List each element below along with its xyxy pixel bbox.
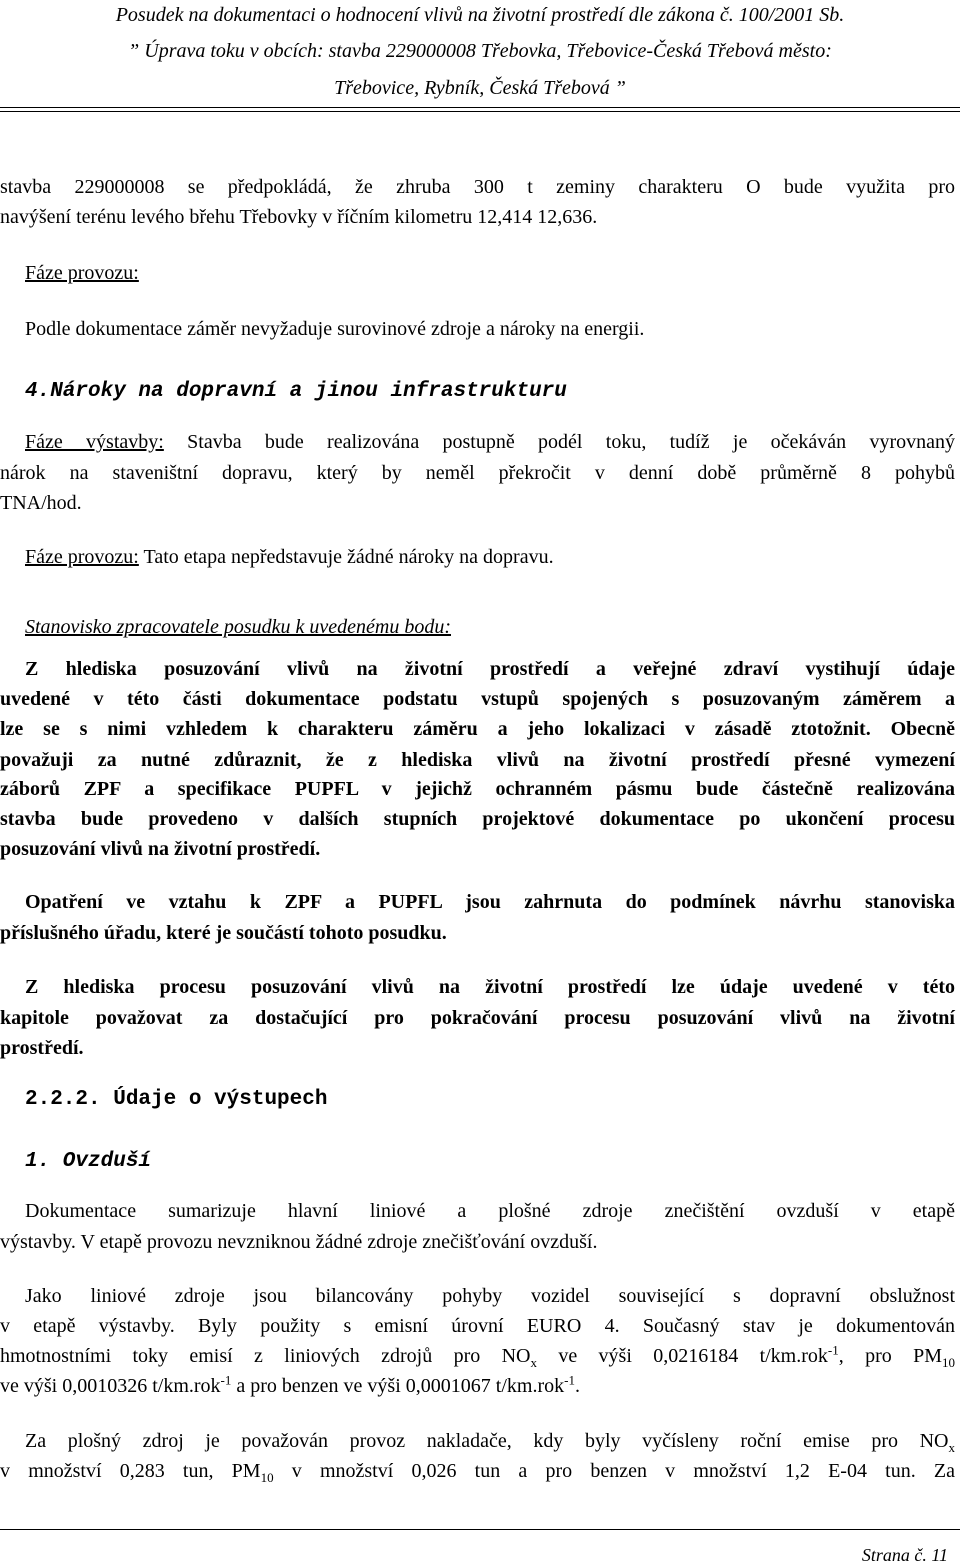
- superscript: -1: [827, 1342, 839, 1358]
- paragraph-line: Z hlediska posuzování vlivů na životní prostředí a veřejné zdraví vystihují údaje: [25, 658, 955, 680]
- section-heading: 2.2.2. Údaje o výstupech: [25, 1088, 328, 1111]
- text-segment: v množství 0,026 tun a pro benzen v množství 1,2 E-04 tun. Za: [273, 1460, 955, 1482]
- header-line-2: ” Úprava toku v obcích: stavba 229000008 Třebovka, Třebovice-Česká Třebová město:: [128, 40, 832, 62]
- paragraph-line: navýšení terénu levého břehu Třebovky v říčním kilometru 12,414 12,636.: [0, 206, 598, 228]
- paragraph-line: výstavby. V etapě provozu nevzniknou žádné zdroje znečišťování ovzduší.: [0, 1231, 598, 1253]
- paragraph-line: TNA/hod.: [0, 492, 82, 514]
- header-line-1: Posudek na dokumentaci o hodnocení vlivů na životní prostředí dle zákona č. 100/2001 Sb.: [115, 4, 845, 26]
- paragraph-line: posuzování vlivů na životní prostředí.: [0, 838, 321, 860]
- paragraph-line: uvedené v této části dokumentace podstatu vstupů spojených s posuzovaným záměrem a: [0, 688, 955, 710]
- footer-rule: [0, 1529, 960, 1530]
- text-segment: , pro PM: [838, 1345, 943, 1367]
- paragraph-line: v etapě výstavby. Byly použity s emisní úrovní EURO 4. Současný stav je dokumentován: [0, 1315, 955, 1337]
- paragraph-line: příslušného úřadu, které je součástí tohoto posudku.: [0, 922, 447, 944]
- text-segment: ve výši 0,0010326 t/km.rok: [0, 1375, 221, 1397]
- subscript: 10: [942, 1355, 956, 1370]
- paragraph-text: Stavba bude realizována postupně podél toku, tudíž je očekáván vyrovnaný: [163, 431, 955, 453]
- paragraph-line: Opatření ve vztahu k ZPF a PUPFL jsou zahrnuta do podmínek návrhu stanoviska: [25, 891, 955, 913]
- superscript: -1: [564, 1372, 575, 1388]
- paragraph-line: Jako liniové zdroje jsou bilancovány pohyby vozidel související s dopravní obslužnost: [25, 1285, 955, 1307]
- text-segment: ve výši 0,0216184 t/km.rok: [536, 1345, 828, 1367]
- text-segment: a pro benzen ve výši 0,0001067 t/km.rok: [231, 1375, 565, 1397]
- paragraph-text: Tato etapa nepředstavuje žádné nároky na dopravu.: [138, 546, 554, 568]
- paragraph-line: Podle dokumentace záměr nevyžaduje surovinové zdroje a nároky na energii.: [25, 318, 645, 340]
- text-segment: .: [574, 1375, 580, 1397]
- paragraph-line: záborů ZPF a specifikace PUPFL v jejichž ochranném pásmu bude částečně realizována: [0, 778, 955, 800]
- subscript: x: [530, 1355, 537, 1370]
- text-segment: Za plošný zdroj je považován provoz nakladače, kdy byly vyčísleny roční emise pro NO: [25, 1430, 949, 1452]
- paragraph-line: kapitole považovat za dostačující pro pokračování procesu posuzování vlivů na životní: [0, 1007, 955, 1029]
- paragraph-line: považuji za nutné zdůraznit, že z hlediska vlivů na životní prostředí přesné vymezení: [0, 749, 955, 771]
- paragraph-line: stavba bude provedeno v dalších stupních projektové dokumentace po ukončení procesu: [0, 808, 955, 830]
- subscript: x: [948, 1440, 955, 1455]
- section-heading: 1. Ovzduší: [25, 1150, 152, 1173]
- section-heading: 4.Nároky na dopravní a jinou infrastrukturu: [25, 380, 567, 403]
- header-rule: [0, 107, 960, 108]
- paragraph-line: prostředí.: [0, 1037, 84, 1059]
- faze-provozu-label: Fáze provozu:: [25, 546, 139, 568]
- paragraph-line: stavba 229000008 se předpokládá, že zhruba 300 t zeminy charakteru O bude využita pro: [0, 176, 955, 198]
- page-number: Strana č. 11: [861, 1545, 948, 1565]
- paragraph-line: lze se s nimi vzhledem k charakteru záměru a jeho lokalizaci v zásadě ztotožnit. Obecně: [0, 718, 955, 740]
- header-line-3: Třebovice, Rybník, Česká Třebová ”: [334, 77, 626, 99]
- faze-vystavby-label: Fáze výstavby:: [25, 431, 164, 453]
- paragraph-line: Z hlediska procesu posuzování vlivů na životní prostředí lze údaje uvedené v této: [25, 976, 955, 998]
- paragraph-line: Dokumentace sumarizuje hlavní liniové a plošné zdroje znečištění ovzduší v etapě: [25, 1200, 955, 1222]
- paragraph-line: nárok na staveništní dopravu, který by neměl překročit v denní době průměrně 8 pohybů: [0, 462, 955, 484]
- superscript: -1: [220, 1372, 232, 1388]
- header-rule-2: [0, 111, 960, 112]
- paragraph-line: [0, 1456, 955, 1516]
- subscript: 10: [260, 1470, 274, 1485]
- text-segment: hmotnostními toky emisí z liniových zdrojů pro NO: [0, 1345, 531, 1367]
- paragraph-line: [0, 1371, 955, 1401]
- text-segment: v množství 0,283 tun, PM: [0, 1460, 261, 1482]
- stanovisko-heading: Stanovisko zpracovatele posudku k uvedenému bodu:: [25, 616, 451, 638]
- faze-provozu-label: Fáze provozu:: [25, 262, 139, 284]
